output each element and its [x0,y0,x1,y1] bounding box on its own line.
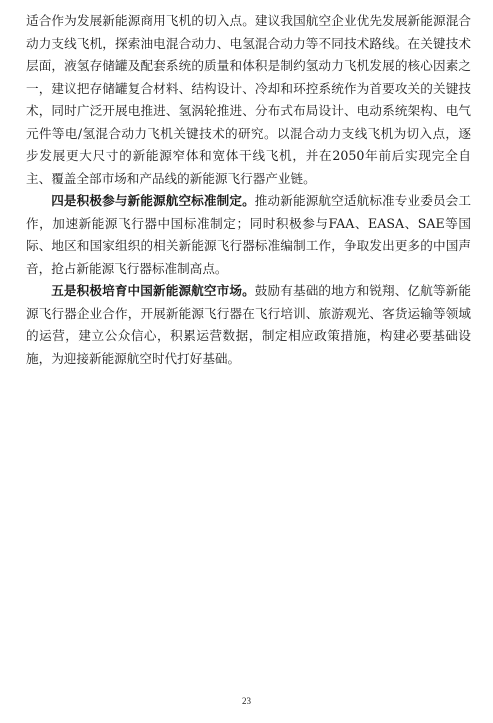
paragraph-market [26,280,471,370]
paragraph-text: 鼓励有基础的地方和锐翔、亿航等新能源飞行器企业合作，开展新能源飞行器在飞行培训、旅游观光、客货运输等领域的运营，建立公众信心，积累运营数据，制定相应政策措施，构建必要基础设施，为迎接新能源航空时代打好基础。 [26,283,471,366]
paragraph-standards [26,190,471,280]
paragraph-text: 推动新能源航空适航标准专业委员会工作，加速新能源飞行器中国标准制定；同时积极参与FAA、EASA、SAE等国际、地区和国家组织的相关新能源飞行器标准编制工作，争取发出更多的中国声音，抢占新能源飞行器标准制高点。 [26,193,471,276]
paragraph-continued [26,10,471,190]
paragraph-lead-heading: 五是积极培育中国新能源航空市场。 [51,283,255,298]
paragraph-lead-heading: 四是积极参与新能源航空标准制定。 [51,193,255,208]
page-number: 23 [242,696,251,706]
document-body [26,10,471,370]
paragraph-text: 适合作为发展新能源商用飞机的切入点。建议我国航空企业优先发展新能源混合动力支线飞机，探索油电混合动力、电氢混合动力等不同技术路线。在关键技术层面，液氢存储罐及配套系统的质量和体积是制约氢动力飞机发展的核心因素之一，建议把存储罐复合材料、结构设计、冷却和环控系统作为首要攻关的关键技术，同时广泛开展电推进、氢涡轮推进、分布式布局设计、电动系统架构、电气元件等电/氢混合动力飞机关键技术的研究。以混合动力支线飞机为切入点，逐步发展更大尺寸的新能源窄体和宽体干线飞机，并在2050年前后实现完全自主、覆盖全部市场和产品线的新能源飞行器产业链。 [26,13,471,186]
